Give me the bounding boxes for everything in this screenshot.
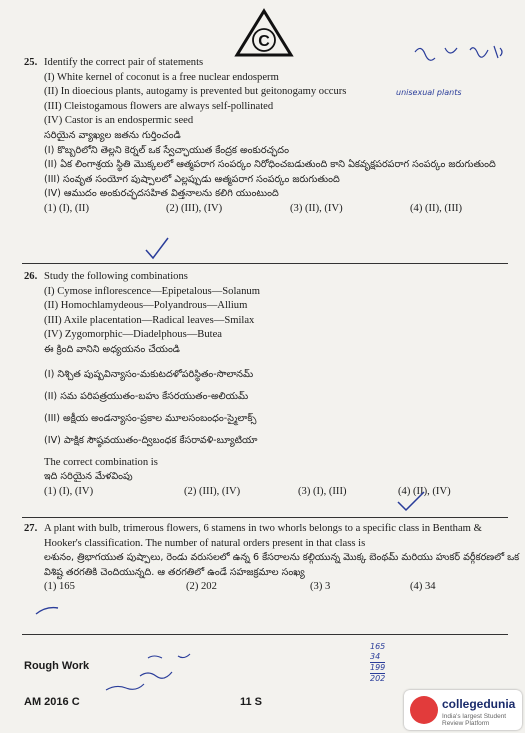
option-1[interactable]: (1) 165	[44, 581, 75, 593]
handwritten-scribble	[410, 40, 510, 70]
telugu-stem: లశునం, త్రిభాగయుత పుష్పాలు, రెండు వరుసలలో ఉన్న 6 కేసరాలను కల్గియున్న మొక్క బెంథమ్ మరియు హుకర్ వర్గీకరణలో ఒక విశిష్ట తరగతికి చెందియున్నది. ఆ తరగతిలో ఉండే సహజక్రమాల సంఖ్య	[44, 552, 520, 578]
telugu-statement: (IV) ఆముదం అంకురచ్ఛదసహిత విత్తనాలను కలిగి యుంటుంది	[44, 188, 279, 200]
set-code-letter: C	[258, 33, 270, 50]
rough-work-label: Rough Work	[24, 660, 90, 672]
brand-avatar-icon	[410, 696, 438, 724]
brand-tagline: India's largest Student Review Platform	[442, 713, 507, 727]
telugu-answer-prompt: ఇది సరియైన మేళవింపు	[44, 471, 133, 483]
answer-tick-mark	[34, 604, 60, 618]
option-2[interactable]: (2) (III), (IV)	[166, 202, 223, 214]
telugu-statement: (II) సమ పరిపత్రయుతం-బహు కేసరయుతం-అలియమ్	[44, 390, 249, 402]
question-number: 25.	[24, 57, 38, 68]
statement: (I) White kernel of coconut is a free nuclear endosperm	[44, 71, 279, 83]
option-1[interactable]: (1) (I), (IV)	[44, 485, 94, 497]
brand-name: collegedunia	[442, 697, 516, 711]
watermark-badge	[404, 690, 522, 730]
question-stem: Study the following combinations	[44, 271, 188, 282]
question-stem: A plant with bulb, trimerous flowers, 6 stamens in two whorls belongs to a specific class in Bentham & Hooker's classification. The number of natural orders present in that class is	[44, 523, 482, 549]
question-number: 27.	[24, 523, 38, 534]
answer-prompt: The correct combination is	[44, 456, 158, 468]
answer-options	[44, 580, 522, 595]
answer-tick-mark	[144, 236, 170, 260]
option-3[interactable]: (3) (I), (III)	[298, 485, 347, 497]
telugu-statement: (II) ఏక లింగాశ్రయ స్థితి మొక్కలలో ఆత్మపరాగ సంపర్కం నిరోధించబడుతుంది కాని ఏకవృక్షపరపరాగ సంపర్కం జరుగుతుంది	[44, 159, 496, 171]
rough-sum: 165 34 199 202	[370, 642, 386, 683]
answer-options	[44, 485, 522, 500]
option-4[interactable]: (4) (II), (IV)	[398, 485, 451, 497]
divider	[22, 634, 508, 635]
telugu-statement: (I) నిశ్చిత పుష్పవిన్యాసం-మకుటదళోపరిస్థితం-సొలానమ్	[44, 368, 254, 380]
statement: (III) Cleistogamous flowers are always self-pollinated	[44, 100, 274, 112]
divider	[22, 263, 508, 264]
set-code-triangle-logo	[234, 8, 294, 58]
option-4[interactable]: (4) (II), (III)	[410, 202, 463, 214]
telugu-statement: (III) అక్షీయ అండన్యాసం-ప్రకాల మూలసంబంధం-స్మైలాక్స్	[44, 412, 257, 424]
option-4[interactable]: (4) 34	[410, 581, 436, 593]
option-3[interactable]: (3) 3	[310, 581, 331, 593]
telugu-statement: (IV) పాక్షిక సౌష్ఠవయుతం-ద్విబంధక కేసరావళి-బ్యూటియా	[44, 434, 258, 446]
answer-tick-mark	[396, 490, 426, 512]
handwritten-note: unisexual plants	[396, 88, 462, 97]
footer-exam-code: AM 2016 C	[24, 696, 80, 708]
statement: (II) In dioecious plants, autogamy is prevented but geitonogamy occurs	[44, 86, 347, 98]
divider	[22, 517, 508, 518]
telugu-stem: ఈ క్రింది వానిని అధ్యయనం చేయండి	[44, 343, 180, 355]
statement: (I) Cymose inflorescence—Epipetalous—Solanum	[44, 285, 260, 297]
option-2[interactable]: (2) (III), (IV)	[184, 485, 241, 497]
telugu-statement: (III) సంవృత సంయోగ పుష్పాలలో ఎల్లప్పుడు ఆత్మపరాగ సంపర్కం జరుగుతుంది	[44, 173, 340, 185]
question-number: 26.	[24, 271, 38, 282]
question-stem: Identify the correct pair of statements	[44, 57, 204, 68]
page-number: 11 S	[240, 696, 263, 708]
option-2[interactable]: (2) 202	[186, 581, 217, 593]
statement: (IV) Zygomorphic—Diadelphous—Butea	[44, 329, 222, 341]
option-1[interactable]: (1) (I), (II)	[44, 202, 89, 214]
statement: (II) Homochlamydeous—Polyandrous—Allium	[44, 300, 248, 312]
telugu-statement: (I) కొబ్బరిలోని తెల్లని కెర్నల్ ఒక స్వేచ్ఛాయుత కేంద్రక అంకురచ్ఛదం	[44, 144, 289, 156]
telugu-stem: సరియైన వ్యాఖ్యల జతను గుర్తించండి	[44, 129, 181, 141]
statement: (III) Axile placentation—Radical leaves—Smilax	[44, 314, 255, 326]
handwritten-rough-work	[100, 646, 210, 694]
option-3[interactable]: (3) (II), (IV)	[290, 202, 343, 214]
answer-options	[44, 202, 522, 217]
statement: (IV) Castor is an endospermic seed	[44, 115, 194, 127]
